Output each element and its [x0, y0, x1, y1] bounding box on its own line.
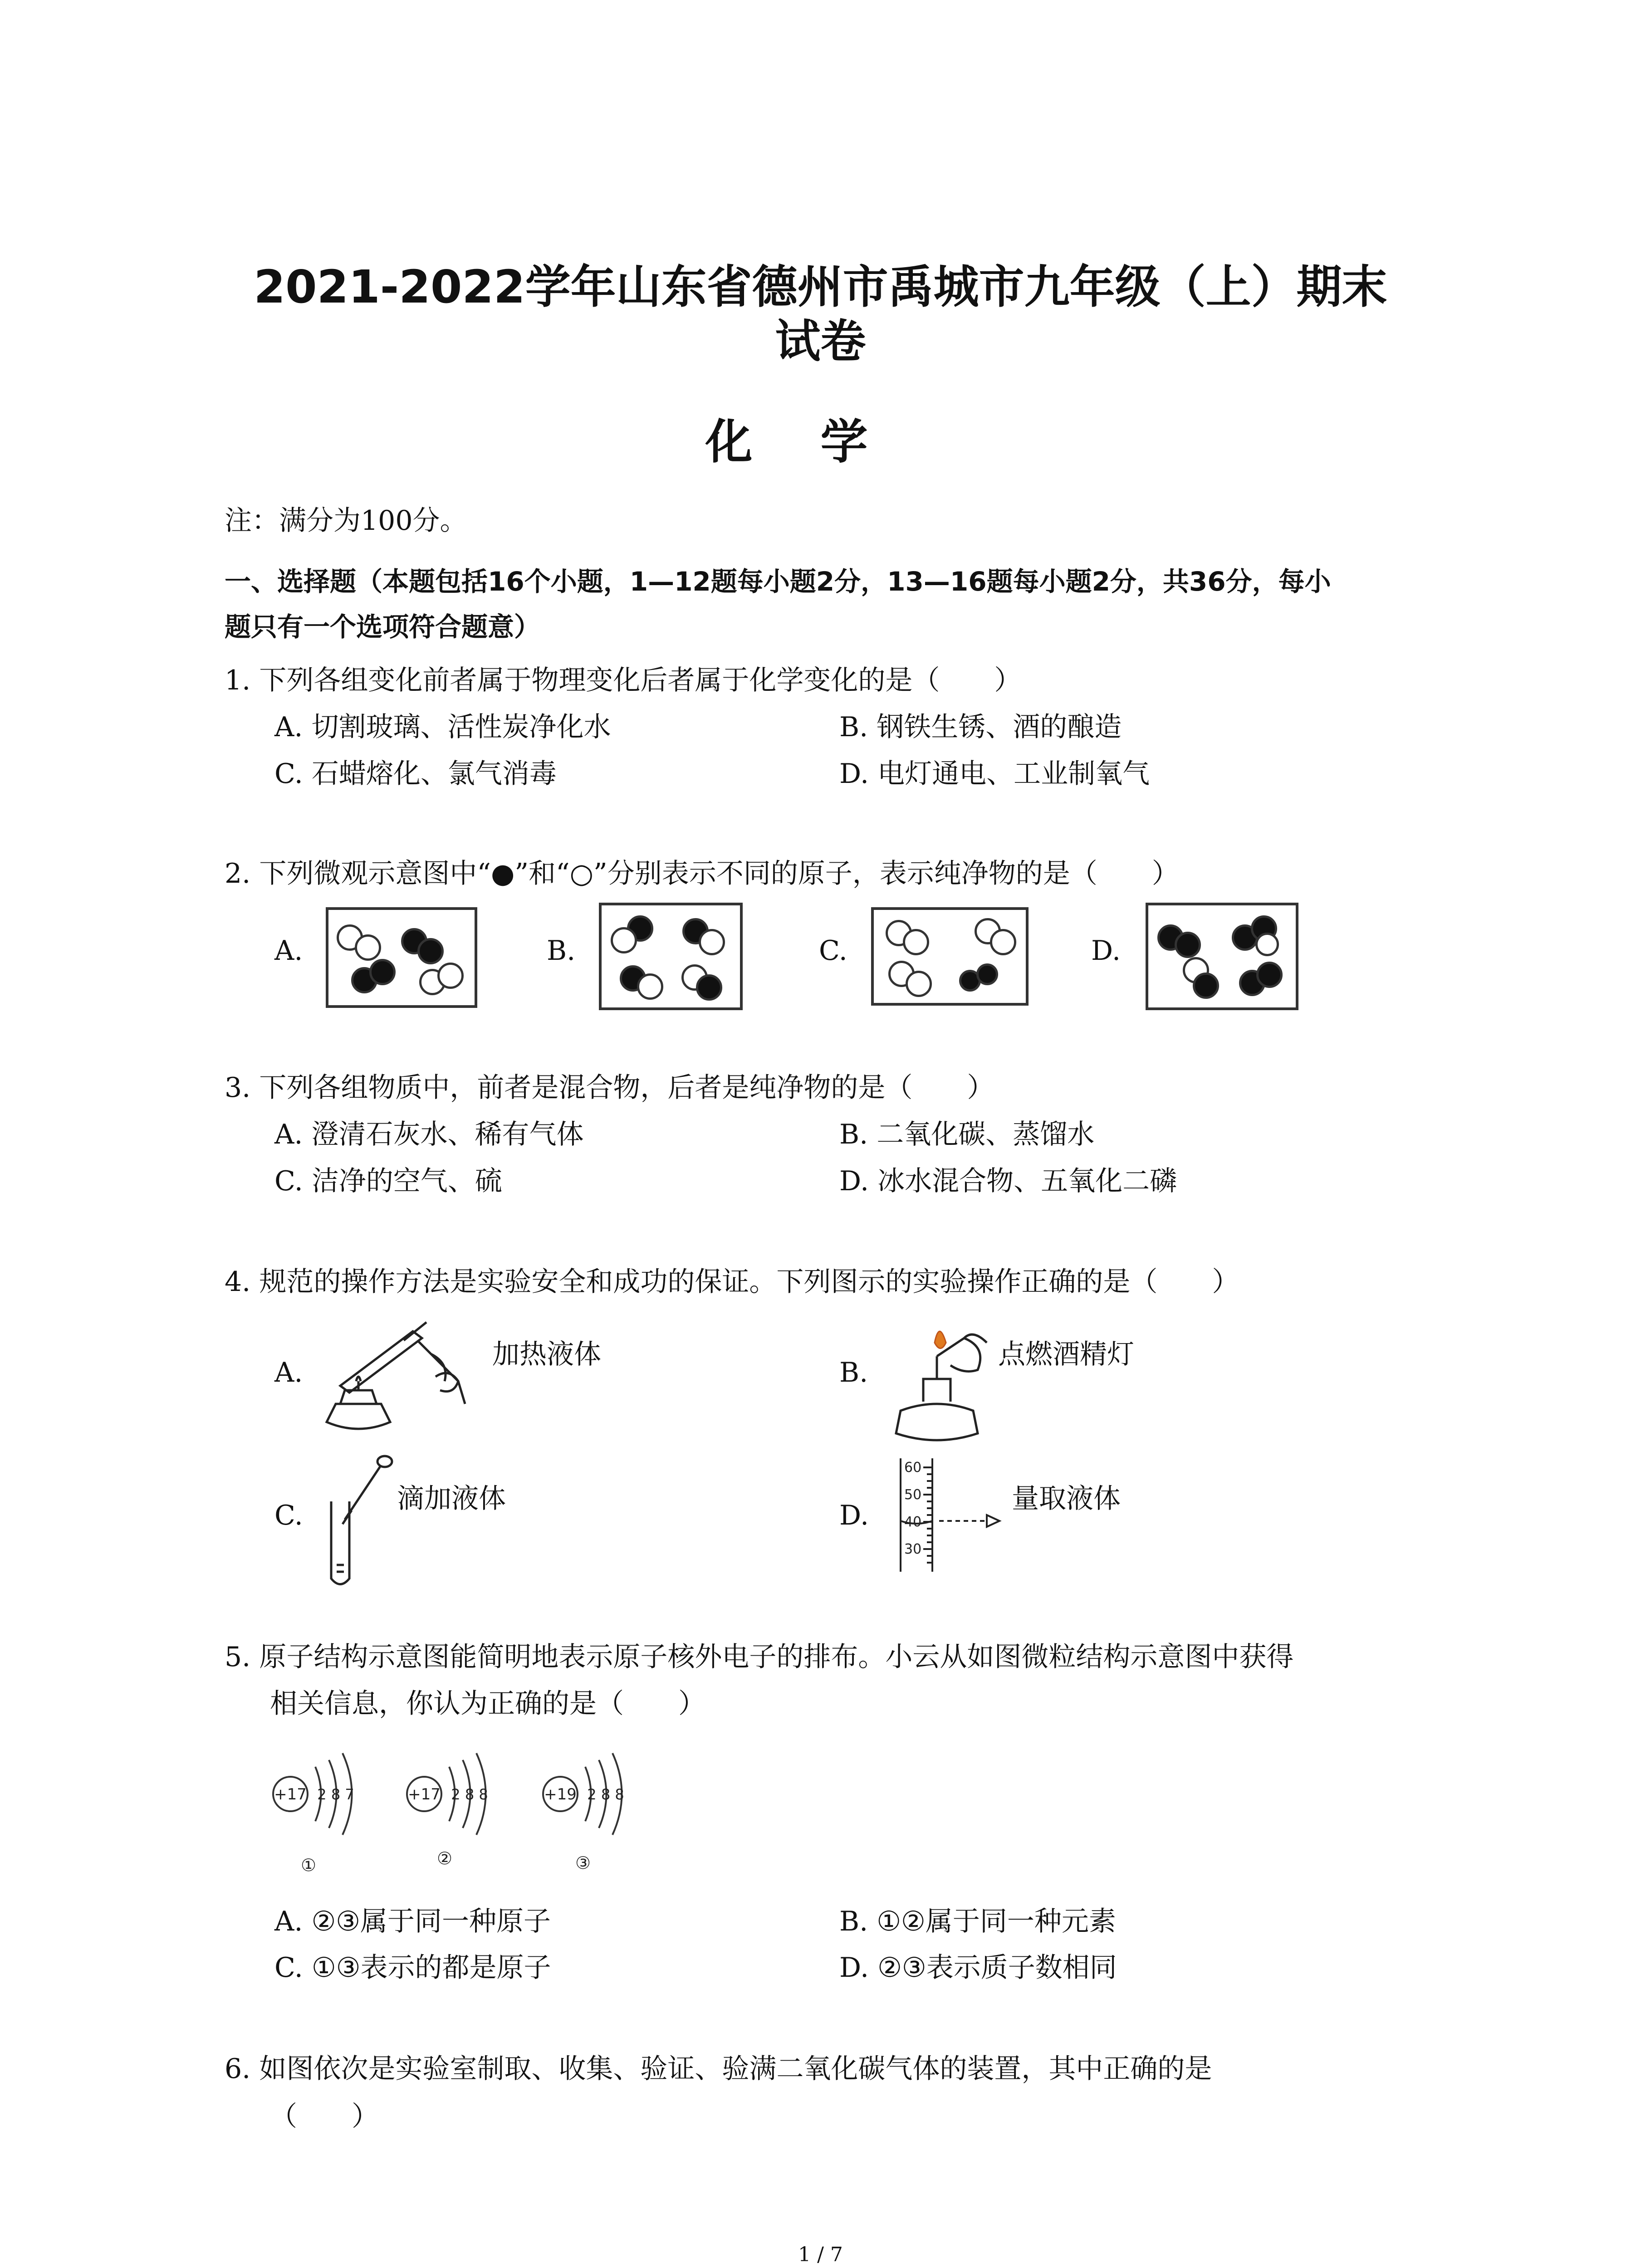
option-d: D. ②③表示质子数相同	[839, 1952, 1117, 1984]
microscopic-diagram-a	[326, 907, 477, 1008]
electron-shells-2: 2 8 8	[451, 1786, 488, 1803]
microscopic-diagram-d	[1146, 903, 1298, 1010]
option-b: B. 钢铁生锈、酒的酿造	[839, 711, 1122, 743]
option-d: D. 冰水混合物、五氧化二磷	[839, 1165, 1177, 1197]
cylinder-tick-60: 60	[904, 1460, 922, 1476]
option-c: C. 石蜡熔化、氯气消毒	[274, 758, 557, 790]
score-note: 注：满分为100分。	[225, 505, 467, 537]
question-stem: 4. 规范的操作方法是实验安全和成功的保证。下列图示的实验操作正确的是（ ）	[225, 1266, 1239, 1298]
atomic-structure-diagrams	[263, 1740, 708, 1876]
option-c: C. ①③表示的都是原子	[274, 1952, 551, 1984]
option-d-label: D.	[839, 1500, 869, 1531]
microscopic-diagram-b	[599, 903, 743, 1010]
option-c-label: C.	[274, 1500, 303, 1531]
nucleus-3: +19	[544, 1785, 577, 1804]
question-stem: 2. 下列微观示意图中“●”和“○”分别表示不同的原子，表示纯净物的是（ ）	[225, 858, 1179, 890]
option-d-caption: 量取液体	[1012, 1483, 1121, 1515]
nucleus-1: +17	[274, 1785, 307, 1804]
section-heading: 一、选择题（本题包括16个小题，1—12题每小题2分，13—16题每小题2分，共36分，每小	[225, 566, 1331, 597]
question-stem: 5. 原子结构示意图能简明地表示原子核外电子的排布。小云从如图微粒结构示意图中获得	[225, 1641, 1294, 1673]
option-c-caption: 滴加液体	[397, 1483, 506, 1515]
page-title: 2021-2022学年山东省德州市禹城市九年级（上）期末	[254, 260, 1387, 313]
question-stem-line2: 相关信息，你认为正确的是（ ）	[270, 1688, 705, 1720]
option-c-label: C.	[819, 935, 847, 967]
question-stem: 1. 下列各组变化前者属于物理变化后者属于化学变化的是（ ）	[225, 665, 1022, 696]
page-title-line2: 试卷	[775, 315, 866, 368]
graduated-cylinder-illustration	[896, 1454, 1014, 1576]
particle-marker-1: ①	[300, 1855, 317, 1875]
option-b-label: B.	[839, 1357, 868, 1388]
option-c: C. 洁净的空气、硫	[274, 1165, 502, 1197]
option-b: B. ①②属于同一种元素	[839, 1906, 1116, 1937]
option-b-caption: 点燃酒精灯	[998, 1339, 1134, 1370]
question-stem: 3. 下列各组物质中，前者是混合物，后者是纯净物的是（ ）	[225, 1072, 994, 1104]
subject-title: 化学	[705, 414, 936, 469]
option-a-label: A.	[274, 935, 303, 967]
option-d-label: D.	[1091, 935, 1121, 967]
electron-shells-3: 2 8 8	[587, 1786, 624, 1803]
option-a: A. 澄清石灰水、稀有气体	[274, 1119, 584, 1150]
option-b-label: B.	[547, 935, 576, 967]
microscopic-diagram-c	[871, 907, 1029, 1006]
particle-marker-3: ③	[575, 1853, 591, 1873]
section-heading-line2: 题只有一个选项符合题意）	[225, 611, 541, 642]
particle-marker-2: ②	[436, 1848, 453, 1868]
page-number: 1 / 7	[798, 2243, 843, 2266]
dropper-illustration	[318, 1452, 395, 1592]
option-a-caption: 加热液体	[492, 1339, 601, 1370]
cylinder-tick-50: 50	[904, 1487, 922, 1503]
nucleus-2: +17	[408, 1785, 441, 1804]
cylinder-tick-40: 40	[904, 1514, 922, 1530]
cylinder-tick-30: 30	[904, 1541, 922, 1557]
option-d: D. 电灯通电、工业制氧气	[839, 758, 1150, 790]
electron-shells-1: 2 8 7	[317, 1786, 354, 1803]
question-stem: 6. 如图依次是实验室制取、收集、验证、验满二氧化碳气体的装置，其中正确的是	[225, 2053, 1212, 2085]
option-b: B. 二氧化碳、蒸馏水	[839, 1119, 1095, 1150]
heating-liquid-illustration	[313, 1313, 485, 1445]
question-stem-line2: （ ）	[270, 2101, 379, 2132]
option-a: A. ②③属于同一种原子	[274, 1906, 551, 1937]
option-a: A. 切割玻璃、活性炭净化水	[274, 711, 611, 743]
alcohol-lamp-illustration	[882, 1311, 1000, 1447]
option-a-label: A.	[274, 1357, 303, 1388]
